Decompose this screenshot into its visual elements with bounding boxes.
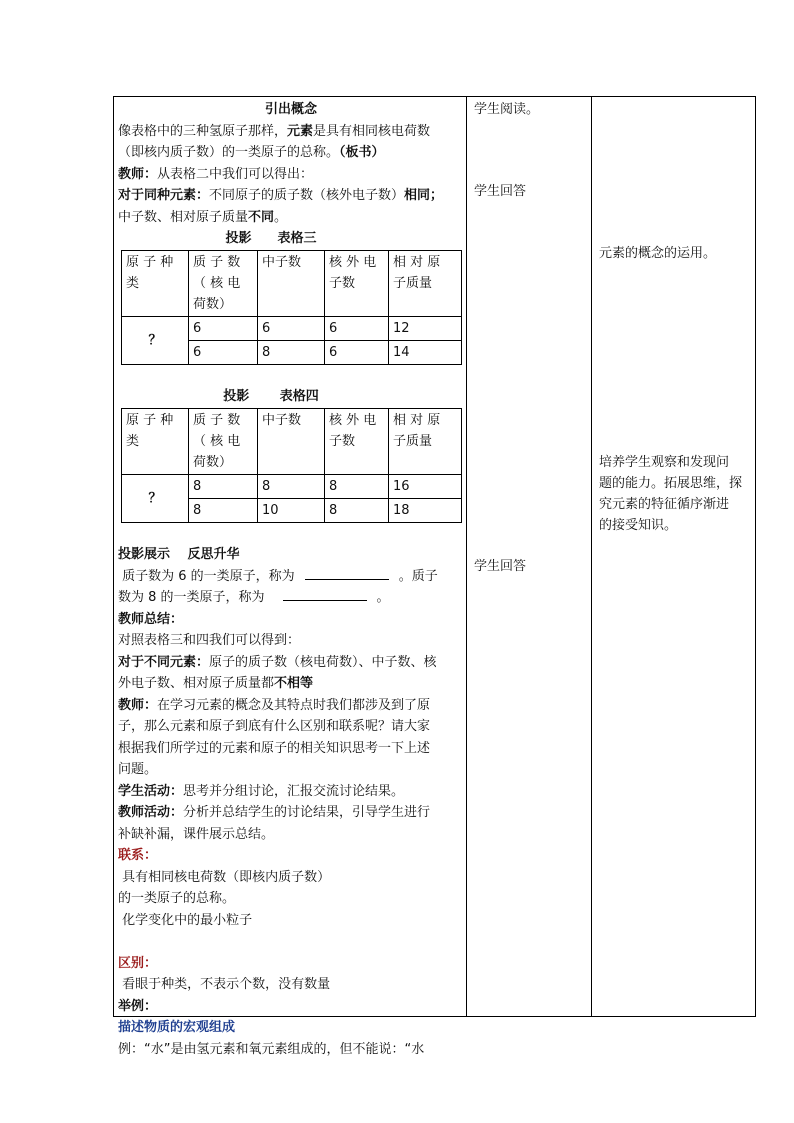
teacher-activity-line: 补缺补漏，课件展示总结。 <box>118 826 275 842</box>
difference-label: 区别： <box>118 955 158 971</box>
table-cell: 6 <box>325 340 389 364</box>
same-element-line: 中子数、相对原子质量不同。 <box>118 209 288 225</box>
difference-line: 看眼于种类，不表示个数，没有数量 <box>122 977 331 992</box>
water-example-line: 例：“水”是由氢元素和氧元素组成的，但不能说：“水 <box>118 1041 425 1057</box>
table-three <box>121 250 462 365</box>
header-cell: 中子数 <box>258 250 325 316</box>
header-cell: 质 子 数 （ 核 电 荷数） <box>189 250 258 316</box>
table-cell: 6 <box>189 340 258 364</box>
unknown-cell: ？ <box>122 474 189 522</box>
section-heading: 引出概念 <box>264 102 317 117</box>
table-cell: 8 <box>189 474 258 498</box>
projection-title: 投影展示 反思升华 <box>118 547 240 562</box>
teacher-activity-line: 教师活动：分析并总结学生的讨论结果，引导学生进行 <box>118 805 431 820</box>
header-cell: 质 子 数 （ 核 电 荷数） <box>189 408 258 474</box>
link-line: 具有相同核电荷数（即核内质子数） <box>122 869 331 885</box>
student-answer: 学生回答 <box>474 184 527 199</box>
design-note: 培养学生观察和发现问 题的能力。拓展思维，探 究元素的特征循序渐进 的接受知识。 <box>599 455 743 533</box>
answer-blank <box>305 566 389 580</box>
macro-composition-label: 描述物质的宏观组成 <box>118 1020 236 1035</box>
student-answer: 学生回答 <box>474 559 527 574</box>
question-line: 根据我们所学过的元素和原子的相关知识思考一下上述 <box>118 740 431 756</box>
header-cell: 中子数 <box>258 408 325 474</box>
table-header-row <box>122 408 462 474</box>
header-cell: 相 对 原 子质量 <box>389 408 462 474</box>
table-cell: 8 <box>258 340 325 364</box>
column-divider <box>591 97 592 1016</box>
link-label: 联系： <box>118 848 158 863</box>
column-divider <box>466 97 467 1016</box>
header-cell: 核 外 电 子数 <box>325 408 389 474</box>
same-element-line: 对于同种元素：不同原子的质子数（核外电子数）相同； <box>118 188 444 203</box>
table-cell: 12 <box>389 316 462 340</box>
table-cell: 14 <box>389 340 462 364</box>
teacher-line: 教师：从表格二中我们可以得出： <box>118 166 314 182</box>
definition-line: 像表格中的三种氢原子那样，元素是具有相同核电荷数 <box>118 123 431 139</box>
definition-line: （即核内质子数）的一类原子的总称。（板书） <box>118 145 385 160</box>
table-cell: 8 <box>325 498 389 522</box>
different-element-line: 外电子数、相对原子质量都不相等 <box>118 676 314 691</box>
question-line: 子，那么元素和原子到底有什么区别和联系呢？请大家 <box>118 719 431 734</box>
design-note: 元素的概念的运用。 <box>599 246 717 261</box>
example-label: 举例： <box>118 998 158 1014</box>
table-cell: 6 <box>325 316 389 340</box>
question-line: 问题。 <box>118 762 158 777</box>
link-line: 的一类原子的总称。 <box>118 891 236 906</box>
table-row <box>122 316 462 340</box>
link-line: 化学变化中的最小粒子 <box>122 912 253 928</box>
table-cell: 6 <box>189 316 258 340</box>
student-read: 学生阅读。 <box>474 102 540 117</box>
table-cell: 8 <box>258 474 325 498</box>
table-cell: 16 <box>389 474 462 498</box>
answer-blank <box>283 587 367 601</box>
table-cell: 8 <box>189 498 258 522</box>
header-cell: 核 外 电 子数 <box>325 250 389 316</box>
table-four <box>121 408 462 523</box>
summary-label: 教师总结： <box>118 611 184 627</box>
compare-line: 对照表格三和四我们可以得到： <box>118 633 301 648</box>
table-cell: 10 <box>258 498 325 522</box>
table-cell: 18 <box>389 498 462 522</box>
student-activity-line: 学生活动：思考并分组讨论，汇报交流讨论结果。 <box>118 783 405 799</box>
unknown-cell: ？ <box>122 316 189 364</box>
header-cell: 原 子 种 类 <box>122 250 189 316</box>
table-cell: 6 <box>258 316 325 340</box>
teaching-content-column <box>118 99 464 1060</box>
header-cell: 原 子 种 类 <box>122 408 189 474</box>
fill-blank-line: 质子数为 6 的一类原子，称为 。质子 <box>118 566 464 588</box>
table4-title: 投影 表格四 <box>223 389 319 404</box>
table3-title: 投影 表格三 <box>225 231 317 246</box>
header-cell: 相 对 原 子质量 <box>389 250 462 316</box>
lesson-table <box>113 96 756 1057</box>
different-element-line: 对于不同元素：原子的质子数（核电荷数）、中子数、核 <box>118 654 437 670</box>
table-row <box>122 474 462 498</box>
fill-blank-line: 数为 8 的一类原子，称为 。 <box>118 587 464 609</box>
question-line: 教师：在学习元素的概念及其特点时我们都涉及到了原 <box>118 697 431 713</box>
table-cell: 8 <box>325 474 389 498</box>
table-header-row <box>122 250 462 316</box>
